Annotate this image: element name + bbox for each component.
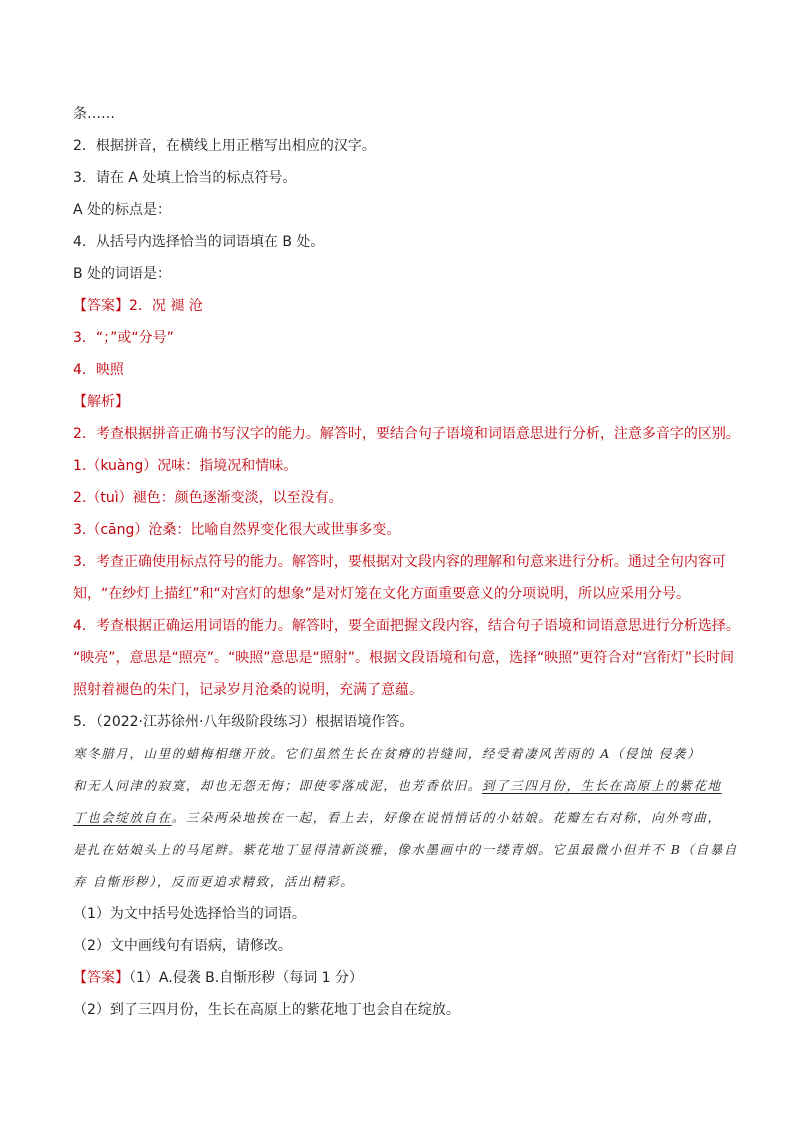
answer-prompt-a: A 处的标点是： bbox=[73, 202, 172, 218]
passage-line: 和无人问津的寂寞，却也无怨无悔；即使零落成泥，也芳香依旧。到了三四月份，生长在高原上的紫花地 bbox=[73, 778, 722, 793]
subquestion-1: （1）为文中括号处选择恰当的词语。 bbox=[73, 906, 306, 922]
question-5: 5．（2022·江苏徐州·八年级阶段练习）根据语境作答。 bbox=[73, 714, 414, 730]
analysis-label: 【解析】 bbox=[73, 394, 129, 410]
analysis-line: 1.（kuàng）况味：指境况和情味。 bbox=[73, 458, 298, 474]
analysis-line: 4．考查根据正确运用词语的能力。解答时，要全面把握文段内容，结合句子语境和词语意思进行分析选择。 bbox=[73, 618, 740, 634]
question-2: 2．根据拼音，在横线上用正楷写出相应的汉字。 bbox=[73, 138, 376, 154]
question-4: 4．从括号内选择恰当的词语填在 B 处。 bbox=[73, 234, 325, 250]
analysis-line: 3．考查正确使用标点符号的能力。解答时，要根据对文段内容的理解和句意来进行分析。通过全句内容可 bbox=[73, 554, 726, 570]
text-line: 条…… bbox=[73, 106, 115, 122]
answer-label: 【答案】 bbox=[73, 970, 129, 986]
analysis-line: 3.（cāng）沧桑：比喻自然界变化很大或世事多变。 bbox=[73, 522, 401, 538]
analysis-line: 知，“在纱灯上描红”和“对宫灯的想象”是对灯笼在文化方面重要意义的分项说明，所以应采用分号。 bbox=[73, 586, 691, 602]
passage-line: 是扎在姑娘头上的马尾辫。紫花地丁显得清新淡雅，像水墨画中的一缕青烟。它虽最微小但并不 B（自暴自 bbox=[73, 842, 738, 857]
analysis-line: 照射着褪色的朱门，记录岁月沧桑的说明，充满了意蕴。 bbox=[73, 682, 423, 698]
answer-prompt-b: B 处的词语是： bbox=[73, 266, 172, 282]
answer-label: 【答案】2．况 褪 沧 bbox=[73, 298, 203, 314]
answer-line: 【答案】（1）A.侵袭 B.自惭形秽（每词 1 分） bbox=[73, 970, 364, 986]
passage-line: 弃 自惭形秽），反而更追求精致，活出精彩。 bbox=[73, 874, 355, 889]
analysis-line: 2.（tuì）褪色：颜色逐渐变淡，以至没有。 bbox=[73, 490, 343, 506]
answer-line: （2）到了三四月份，生长在高原上的紫花地丁也会自在绽放。 bbox=[73, 1002, 460, 1018]
subquestion-2: （2）文中画线句有语病，请修改。 bbox=[73, 938, 292, 954]
passage-line: 丁也会绽放自在。三朵两朵地挨在一起，看上去，好像在说悄悄话的小姑娘。花瓣左右对称，向外弯曲， bbox=[73, 810, 722, 825]
passage-line: 寒冬腊月，山里的蜡梅相继开放。它们虽然生长在贫瘠的岩缝间，经受着凄风苦雨的 A（侵蚀 侵袭） bbox=[73, 746, 702, 761]
answer-line: 4．映照 bbox=[73, 362, 124, 378]
analysis-line: “映亮”，意思是“照亮”。“映照”意思是“照射”。根据文段语境和句意，选择“映照”更符合对“宫衔灯”长时间 bbox=[73, 650, 735, 666]
analysis-line: 2．考查根据拼音正确书写汉字的能力。解答时，要结合句子语境和词语意思进行分析，注意多音字的区别。 bbox=[73, 426, 740, 442]
answer-line: 3．“；”或“分号” bbox=[73, 330, 174, 346]
underlined-sentence: 丁也会绽放自在 bbox=[73, 810, 172, 825]
underlined-sentence: 到了三四月份，生长在高原上的紫花地 bbox=[481, 778, 722, 793]
question-3: 3．请在 A 处填上恰当的标点符号。 bbox=[73, 170, 297, 186]
